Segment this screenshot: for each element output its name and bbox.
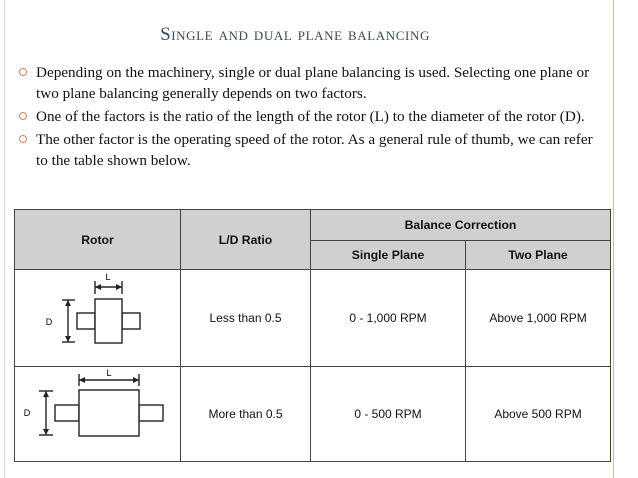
length-label: L: [106, 367, 112, 378]
balancing-table: [14, 209, 611, 462]
ld-ratio-cell: More than 0.5: [181, 367, 311, 462]
bullet-text: Depending on the machinery, single or dual plane balancing is used. Selecting one plane or two plane balancing generally depends on two factors.: [36, 64, 590, 102]
slide-title: Single and dual plane balancing: [160, 24, 430, 45]
bullet-item: [18, 62, 598, 104]
bullet-circle-icon: [19, 112, 27, 120]
header-two-plane: Two Plane: [466, 241, 611, 270]
bullet-list: [18, 62, 598, 173]
bullet-circle-icon: [19, 68, 27, 76]
two-plane-cell: Above 500 RPM: [466, 367, 611, 462]
long-rotor-diagram: [15, 368, 179, 461]
right-border-line: [613, 0, 614, 478]
bullet-text: The other factor is the operating speed of the rotor. As a general rule of thumb, we can refer to the table shown below.: [36, 131, 593, 169]
header-ld-ratio: L/D Ratio: [181, 210, 311, 270]
bullet-text: One of the factors is the ratio of the length of the rotor (L) to the diameter of the rotor (D).: [36, 108, 585, 125]
table-row: [15, 367, 611, 462]
single-plane-cell: 0 - 1,000 RPM: [311, 270, 466, 367]
short-rotor-diagram: [15, 271, 179, 366]
header-single-plane: Single Plane: [311, 241, 466, 270]
left-border-line: [4, 0, 5, 478]
rotor-figure-long: [15, 367, 181, 462]
length-label: L: [105, 271, 111, 282]
bullet-item: [18, 106, 598, 127]
bullet-circle-icon: [19, 135, 27, 143]
single-plane-cell: 0 - 500 RPM: [311, 367, 466, 462]
rotor-figure-short: [15, 270, 181, 367]
two-plane-cell: Above 1,000 RPM: [466, 270, 611, 367]
header-rotor: Rotor: [15, 210, 181, 270]
ld-ratio-cell: Less than 0.5: [181, 270, 311, 367]
bullet-item: [18, 129, 598, 171]
header-balance-correction: Balance Correction: [311, 210, 611, 241]
diameter-label: D: [45, 316, 53, 327]
table-row: [15, 270, 611, 367]
diameter-label: D: [23, 407, 31, 418]
